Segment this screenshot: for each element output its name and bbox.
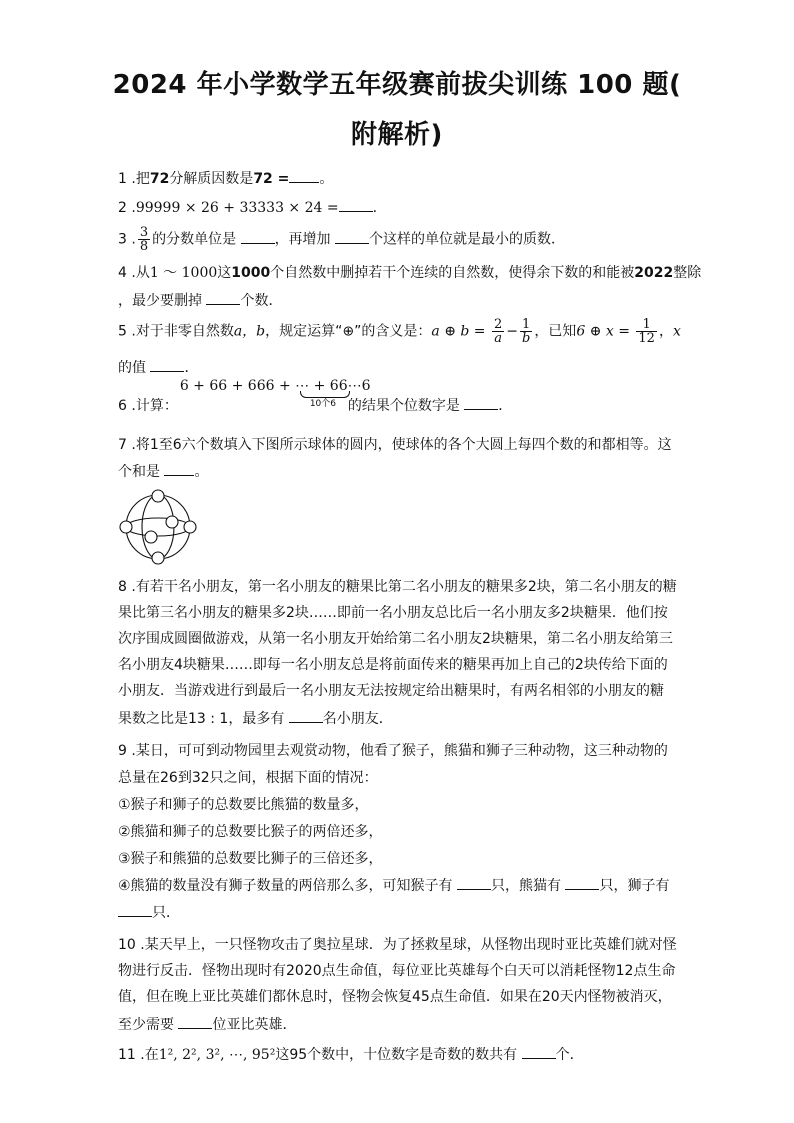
page-title-line1: 2024 年小学数学五年级赛前拔尖训练 100 题( (112, 70, 682, 100)
answer-blank-3b[interactable] (335, 229, 369, 244)
answer-blank-11[interactable] (522, 1044, 556, 1059)
question-5-line2: 的值 ． (118, 355, 678, 381)
outer-circle (126, 495, 190, 559)
question-8-line: 名小朋友4块糖果……即每一名小朋友总是将前面传来的糖果再加上自己的2块传给下面的 (118, 657, 668, 673)
question-7-line2: 个和是 。 (118, 459, 678, 485)
fraction-3-8: $\frac{3}{8}$ (139, 225, 149, 254)
node-inner-right (166, 516, 178, 528)
condition-3: ③猴子和熊猫的总数要比狮子的三倍还多， (118, 851, 383, 867)
question-11: 11 .在1², 2², 3², ⋯, 95²这95个数中，十位数字是奇数的数共有 个． (118, 1042, 678, 1068)
answer-blank-1[interactable] (289, 168, 319, 183)
node-top (152, 490, 164, 502)
question-3: 3 . $\frac{3}{8}$ 的分数单位是 ，再增加 个这样的单位就是最小的质数． (118, 225, 566, 254)
question-7: 7 .将1至6六个数填入下图所示球体的圆内，使球体的各个大圆上每四个数的和都相等。这 (118, 437, 672, 453)
node-inner-left (145, 531, 157, 543)
answer-blank-3a[interactable] (241, 229, 275, 244)
condition-4-line2: 只． (118, 900, 678, 926)
question-8-line: 次序围成圆圈做游戏，从第一名小朋友开始给第二名小朋友2块糖果，第二名小朋友给第三 (118, 631, 673, 647)
question-8-last: 果数之比是13 : 1，最多有 名小朋友． (118, 706, 678, 732)
node-left (120, 521, 132, 533)
question-10: 10 .某天早上，一只怪物攻击了奥拉星球．为了拯救星球，从怪物出现时亚比英雄们就对怪 (118, 937, 677, 953)
question-4-line2: ，最少要删掉 个数． (118, 288, 678, 314)
underbrace (300, 391, 350, 398)
condition-1: ①猴子和狮子的总数要比熊猫的数量多， (118, 797, 369, 813)
answer-blank-5[interactable] (150, 357, 184, 372)
answer-blank-8[interactable] (289, 708, 323, 723)
sphere-diagram (118, 487, 202, 567)
question-9-line2: 总量在26到32只之间，根据下面的情况： (118, 770, 378, 786)
page-title-line2: 附解析) (351, 120, 443, 150)
answer-blank-2[interactable] (339, 197, 373, 212)
node-right (184, 521, 196, 533)
question-10-line: 值，但在晚上亚比英雄们都休息时，怪物会恢复45点生命值．如果在20天内怪物被消灭， (118, 989, 672, 1005)
question-8: 8 .有若干名小朋友，第一名小朋友的糖果比第二名小朋友的糖果多2块，第二名小朋友的糖 (118, 579, 677, 595)
condition-2: ②熊猫和狮子的总数要比猴子的两倍还多， (118, 824, 383, 840)
answer-blank-10[interactable] (178, 1014, 212, 1029)
equator-ellipse (126, 518, 190, 536)
answer-blank-9c[interactable] (118, 902, 152, 917)
answer-blank-7[interactable] (164, 461, 194, 476)
question-10-last: 至少需要 位亚比英雄． (118, 1012, 678, 1038)
question-10-line: 物进行反击．怪物出现时有2020点生命值，每位亚比英雄每个白天可以消耗怪物12点生命 (118, 963, 676, 979)
answer-blank-6[interactable] (464, 395, 498, 410)
question-8-line: 果比第三名小朋友的糖果多2块……即前一名小朋友总比后一名小朋友多2块糖果．他们按 (118, 605, 668, 621)
answer-blank-9b[interactable] (565, 875, 599, 890)
sum-expression: 6 + 66 + 666 + ⋯ + 66⋯6 (179, 378, 371, 394)
answer-blank-9a[interactable] (457, 875, 491, 890)
question-2: 2 .99999 × 26 + 33333 × 24 = . (118, 195, 678, 221)
underbrace-label: 10个6 (309, 399, 337, 409)
question-8-line: 小朋友．当游戏进行到最后一名小朋友无法按规定给出糖果时，有两名相邻的小朋友的糖 (118, 683, 664, 699)
question-9: 9 .某日，可可到动物园里去观赏动物，他看了猴子，熊猫和狮子三种动物，这三种动物的 (118, 743, 668, 759)
question-6: 6 .计算： 6 + 66 + 666 + ⋯ + 66⋯6 10个6 的结果个位数字是 ． (118, 393, 678, 419)
question-1: 1 .把72分解质因数是72 = 。 (118, 166, 678, 192)
answer-blank-4[interactable] (206, 290, 240, 305)
condition-4: ④熊猫的数量没有狮子数量的两倍那么多，可知猴子有 只，熊猫有 只，狮子有 (118, 873, 678, 899)
question-4: 4 .从1 ～ 1000这1000个自然数中删掉若干个连续的自然数，使得余下数的和能被2022整除 (118, 265, 702, 281)
node-bottom (152, 552, 164, 564)
question-5: 5 .对于非零自然数a，b，规定运算“⊕”的含义是：a ⊕ b = $\frac{2}{a}$ − $\frac{1}{b}$ ，已知6 ⊕ x = $\frac{1}{12}$ ，x (118, 317, 681, 346)
